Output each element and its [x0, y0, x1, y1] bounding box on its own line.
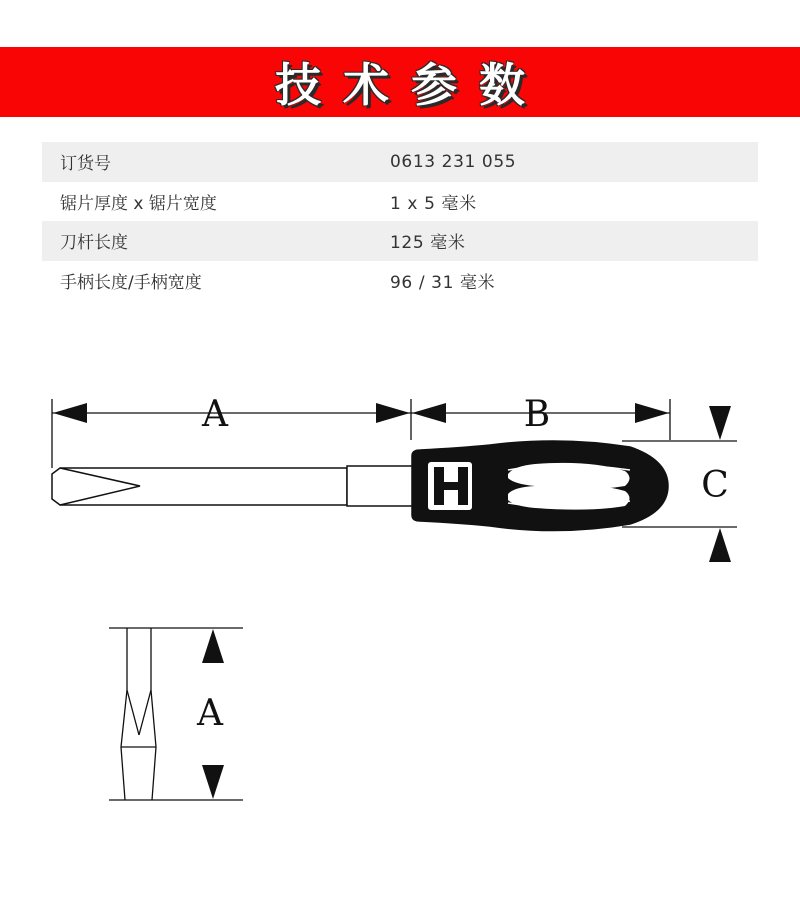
screwdriver-handle [412, 441, 668, 531]
spec-value: 1 x 5 毫米 [390, 193, 477, 214]
spec-label: 订货号 [42, 142, 390, 182]
banner-title: 技术参数 [275, 58, 547, 112]
dimension-label-a: A [202, 394, 228, 435]
dimension-label-b: B [523, 394, 551, 435]
spec-value: 0613 231 055 [390, 142, 758, 182]
spec-label: 手柄长度/手柄宽度 [60, 272, 202, 293]
spec-label: 锯片厚度 x 锯片宽度 [60, 193, 217, 214]
dimension-label-c: C [701, 465, 729, 506]
spec-label: 刀杆长度 [42, 221, 390, 261]
screwdriver-blade [52, 466, 413, 506]
spec-value: 125 毫米 [390, 221, 758, 261]
dimension-label-tip-a: A [197, 693, 223, 734]
spec-value: 96 / 31 毫米 [390, 272, 496, 293]
